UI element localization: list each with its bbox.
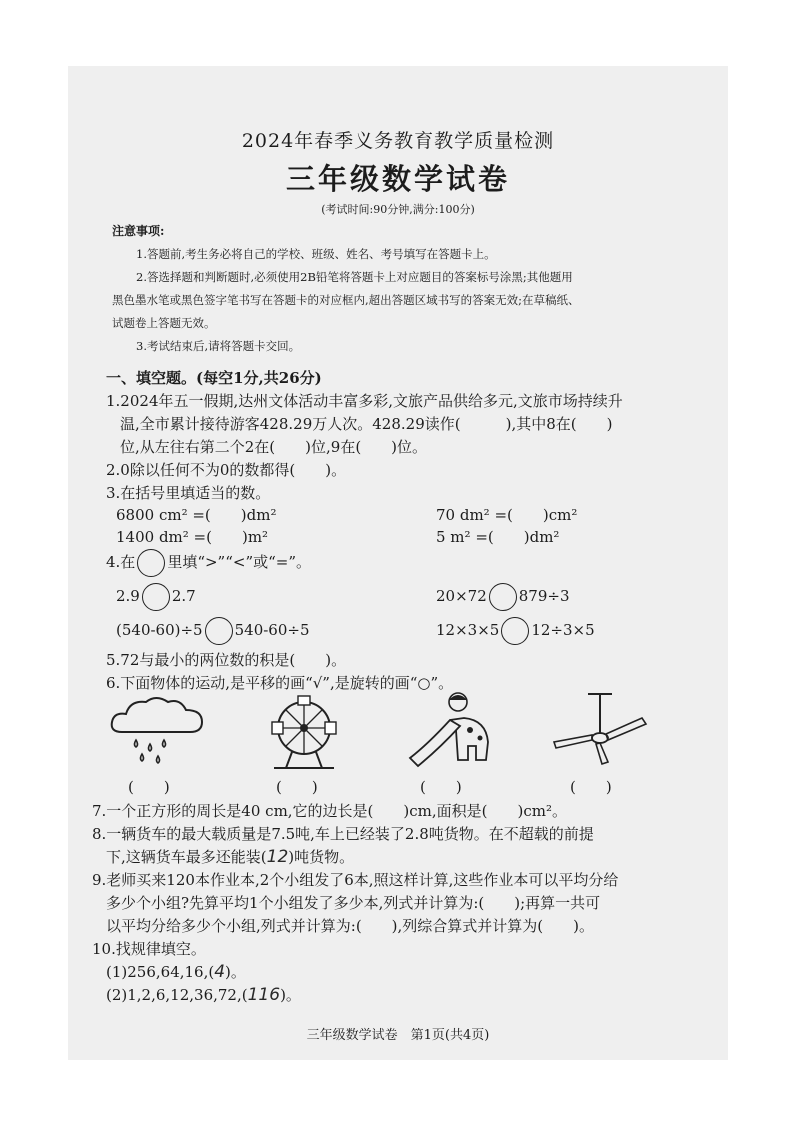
q3-d: 5 m² =( )dm² <box>436 528 560 546</box>
note-2a: 2.答选择题和判断题时,必须使用2B铅笔将答题卡上对应题目的答案标号涂黑;其他题用 <box>136 270 573 284</box>
q4-d <box>436 617 595 645</box>
q3-a: 6800 cm² =( )dm² <box>116 506 277 524</box>
q10-b-pre: (2)1,2,6,12,36,72,( <box>106 986 248 1004</box>
q4-b-left: 20×72 <box>436 587 487 605</box>
q4-d-left: 12×3×5 <box>436 621 500 639</box>
ceiling-fan-icon <box>550 690 650 770</box>
q4-b-circle[interactable] <box>489 583 517 611</box>
q3-heading: 3.在括号里填适当的数。 <box>106 484 271 502</box>
compare-circle <box>137 549 165 577</box>
exam-subtitle: 三年级数学试卷 <box>285 162 510 196</box>
q8-line2-post: )吨货物。 <box>288 848 355 866</box>
q6-blank-3: ( ) <box>420 778 462 796</box>
q6-blank-4: ( ) <box>570 778 612 796</box>
q1-line2: 温,全市累计接待游客428.29万人次。428.29读作( ),其中8在( ) <box>120 415 613 433</box>
q4-d-circle[interactable] <box>501 617 529 645</box>
q4-heading <box>106 549 311 577</box>
q4-post: 里填“>”“<”或“=”。 <box>167 553 312 571</box>
q6-line: 6.下面物体的运动,是平移的画“√”,是旋转的画“○”。 <box>106 674 454 692</box>
q1-line3: 位,从左往右第二个2在( )位,9在( )位。 <box>120 438 428 456</box>
q4-a-right: 2.7 <box>171 587 196 605</box>
q4-c-right: 540-60÷5 <box>234 621 310 639</box>
exam-info: (考试时间:90分钟,满分:100分) <box>321 203 475 216</box>
q6-blank-2: ( ) <box>276 778 318 796</box>
note-3: 3.考试结束后,请将答题卡交回。 <box>136 339 301 353</box>
q4-c-left: (540-60)÷5 <box>116 621 203 639</box>
section-heading: 一、填空题。(每空1分,共26分) <box>106 369 322 387</box>
q10-a-pre: (1)256,64,16,( <box>106 963 215 981</box>
q9-line1: 9.老师买来120本作业本,2个小组发了6本,照这样计算,这些作业本可以平均分给 <box>92 871 619 889</box>
q4-d-right: 12÷3×5 <box>531 621 595 639</box>
q10-a-handwritten-answer: 4 <box>214 962 226 982</box>
page-footer: 三年级数学试卷 第1页(共4页) <box>306 1028 490 1043</box>
q10-heading: 10.找规律填空。 <box>92 940 206 958</box>
q2-line: 2.0除以任何不为0的数都得( )。 <box>106 461 347 479</box>
exam-title: 2024年春季义务教育教学质量检测 <box>241 130 555 152</box>
q9-line3: 以平均分给多少个小组,列式并计算为:( ),列综合算式并计算为( )。 <box>106 917 595 935</box>
rain-cloud-icon <box>108 694 208 770</box>
q8-line2-pre: 下,这辆货车最多还能装( <box>106 848 267 866</box>
q1-line1: 1.2024年五一假期,达州文体活动丰富多彩,文旅产品供给多元,文旅市场持续升 <box>106 392 623 410</box>
notes-heading: 注意事项: <box>112 224 165 238</box>
q10-b-post: )。 <box>280 986 301 1004</box>
q4-a <box>116 583 196 611</box>
slide-icon <box>404 690 494 772</box>
q10-b <box>106 984 301 1005</box>
q6-blank-1: ( ) <box>128 778 170 796</box>
q3-c: 1400 dm² =( )m² <box>116 528 269 546</box>
q10-a <box>106 961 246 982</box>
q10-a-post: )。 <box>225 963 246 981</box>
q4-c <box>116 617 310 645</box>
q4-b-right: 879÷3 <box>518 587 570 605</box>
q4-a-left: 2.9 <box>116 587 140 605</box>
q8-line1: 8.一辆货车的最大载质量是7.5吨,车上已经装了2.8吨货物。在不超载的前提 <box>92 825 594 843</box>
q10-b-handwritten-answer: 116 <box>247 985 281 1005</box>
ferris-wheel-icon <box>264 692 344 772</box>
exam-page <box>68 66 728 1060</box>
q4-a-circle[interactable] <box>142 583 170 611</box>
q4-c-circle[interactable] <box>205 617 233 645</box>
q3-b: 70 dm² =( )cm² <box>436 506 578 524</box>
q8-line2 <box>106 846 354 867</box>
q4-b <box>436 583 570 611</box>
q4-pre: 4.在 <box>106 553 136 571</box>
note-2b: 黑色墨水笔或黑色签字笔书写在答题卡的对应框内,超出答题区域书写的答案无效;在草稿纸、 <box>112 293 580 307</box>
q9-line2: 多少个小组?先算平均1个小组发了多少本,列式并计算为:( );再算一共可 <box>106 894 601 912</box>
q7-line: 7.一个正方形的周长是40 cm,它的边长是( )cm,面积是( )cm²。 <box>92 802 567 820</box>
note-1: 1.答题前,考生务必将自己的学校、班级、姓名、考号填写在答题卡上。 <box>136 247 496 261</box>
note-2c: 试题卷上答题无效。 <box>112 316 216 330</box>
q5-line: 5.72与最小的两位数的积是( )。 <box>106 651 347 669</box>
q8-handwritten-answer: 12 <box>266 847 289 867</box>
